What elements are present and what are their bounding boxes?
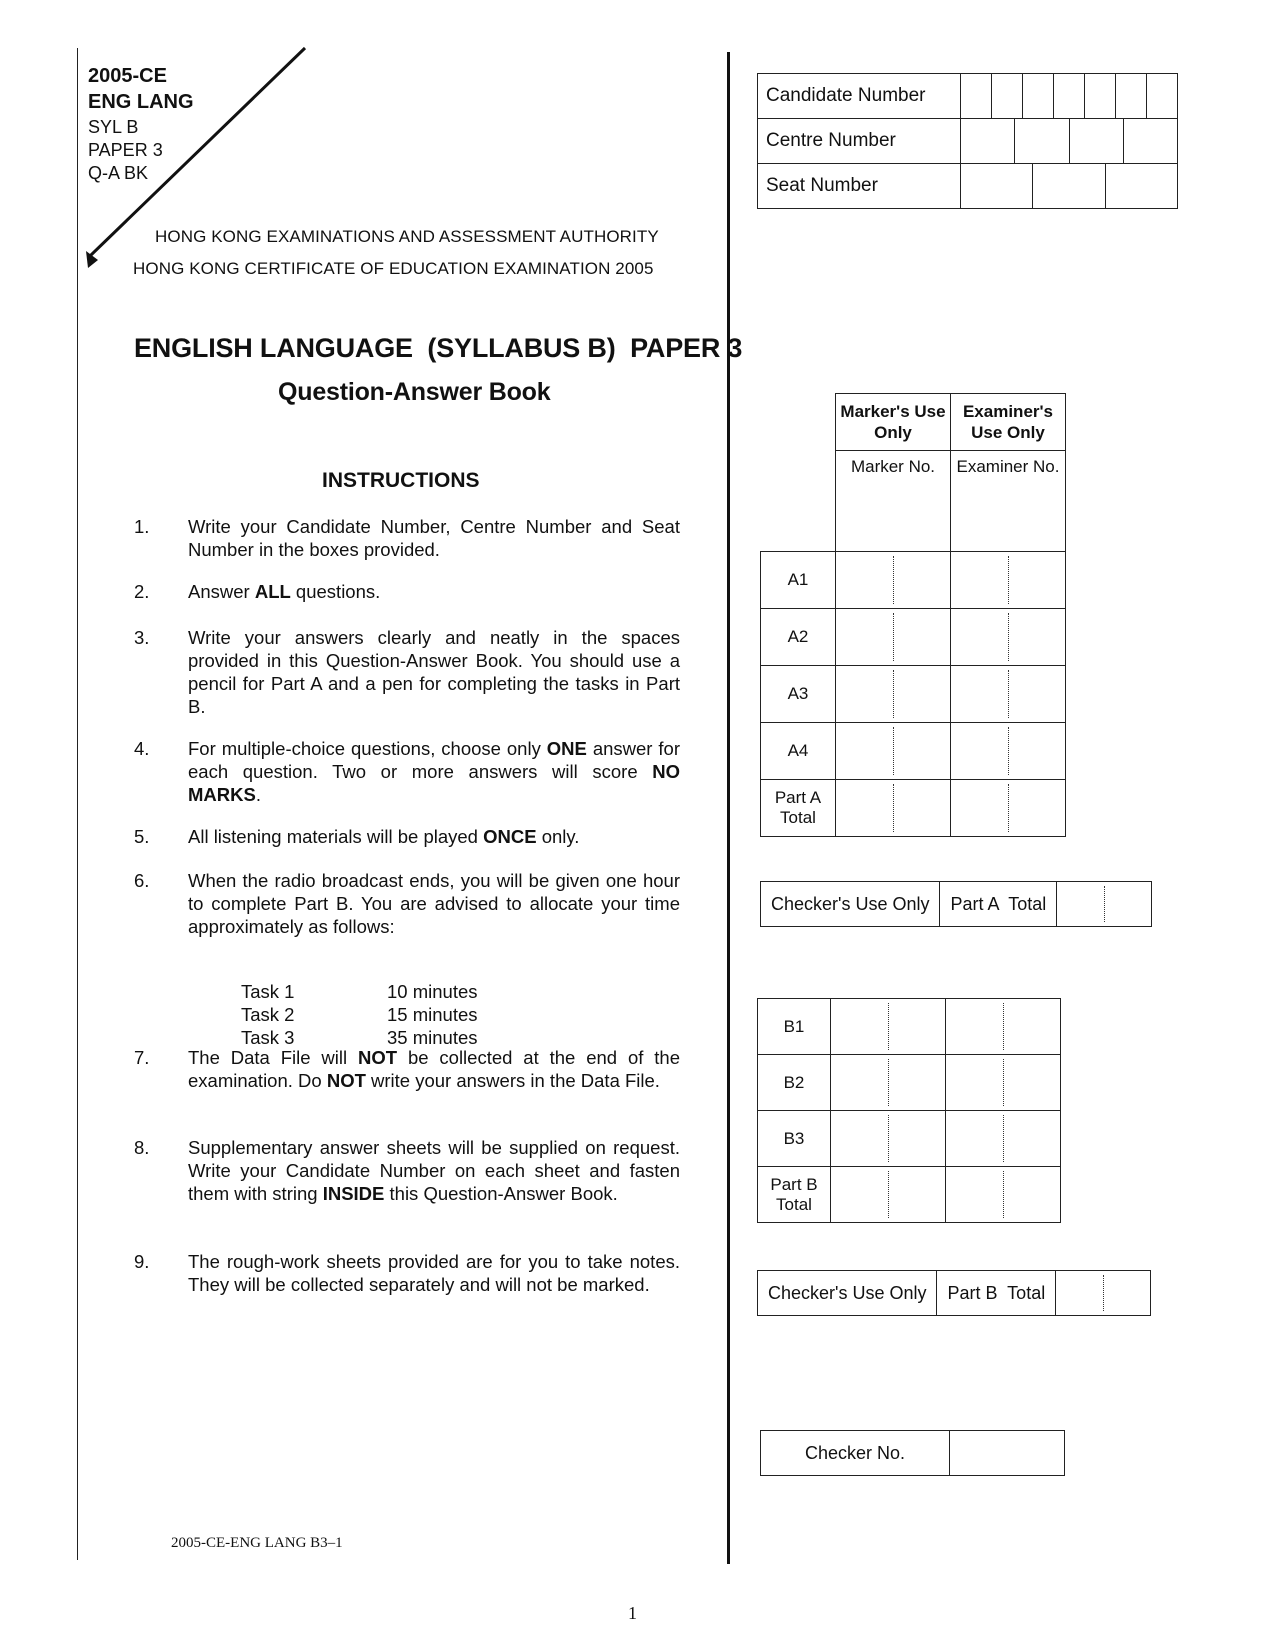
instruction-number: 2. [134, 581, 150, 602]
examiner-use-header: Examiner's Use Only [951, 394, 1066, 451]
seat-number-label: Seat Number [758, 164, 961, 209]
task-time-allocation [241, 980, 478, 1049]
candidate-digit-box[interactable] [1023, 74, 1054, 119]
instruction-number: 1. [134, 516, 150, 537]
blank-cell [761, 394, 836, 451]
exam-name: HONG KONG CERTIFICATE OF EDUCATION EXAMINATION 2005 [133, 259, 654, 278]
instruction-emphasis: ALL [254, 581, 291, 602]
examiner-score-cell[interactable] [946, 999, 1061, 1055]
instruction-text [188, 1250, 680, 1296]
checker-score-cell[interactable] [1057, 882, 1152, 927]
marker-score-cell[interactable] [836, 780, 951, 837]
part-b-marking-table [757, 998, 1061, 1223]
instruction-emphasis: NO MARKS [188, 761, 680, 805]
part-b-checker-table [757, 1270, 1151, 1316]
row-label: A2 [761, 609, 836, 666]
instruction-text [188, 1046, 680, 1092]
part-a-checker-table [760, 881, 1152, 927]
instruction-emphasis: NOT [358, 1047, 398, 1068]
instruction-run: Write your answers clearly and neatly in the spaces provided in this Question-Answer Book. You should use a pencil for Part A and a pen for completing the tasks in Part B. [188, 627, 680, 717]
task-name: Task 3 [241, 1027, 295, 1048]
instruction-text [188, 515, 680, 561]
marker-use-header: Marker's Use Only [836, 394, 951, 451]
center-divider-rule [727, 52, 730, 1564]
examiner-score-cell[interactable] [951, 552, 1066, 609]
checker-use-label: Checker's Use Only [758, 1271, 937, 1316]
code-line-5: Q-A BK [88, 163, 149, 183]
instruction-run: be collected at the end of the examination. Do [188, 1047, 681, 1091]
instruction-text [188, 626, 680, 718]
row-label: B2 [758, 1055, 831, 1111]
candidate-number-label: Candidate Number [758, 74, 961, 119]
page-number: 1 [628, 1603, 637, 1623]
instruction-run: answer for each question. Two or more answers will score [188, 738, 680, 782]
seat-digit-box[interactable] [1033, 164, 1105, 208]
instruction-number: 6. [134, 870, 150, 891]
centre-digit-box[interactable] [961, 119, 1015, 163]
row-label: B1 [758, 999, 831, 1055]
code-line-2: ENG LANG [88, 91, 194, 113]
centre-digit-box[interactable] [1124, 119, 1177, 163]
marker-score-cell[interactable] [831, 1055, 946, 1111]
instruction-run: Supplementary answer sheets will be supplied on request. Write your Candidate Number on each sheet and fasten them with string [188, 1137, 680, 1204]
footer-paper-code: 2005-CE-ENG LANG B3–1 [171, 1535, 343, 1551]
instruction-run: Answer [188, 581, 255, 602]
instruction-run: questions. [290, 581, 381, 602]
instruction-number: 4. [134, 738, 150, 759]
instruction-number: 7. [134, 1047, 150, 1068]
instruction-emphasis: ONE [546, 738, 587, 759]
blank-cell [761, 451, 836, 552]
code-line-4: PAPER 3 [88, 140, 163, 160]
instruction-run: Write your Candidate Number, Centre Number and Seat Number in the boxes provided. [188, 516, 680, 560]
instruction-run: The Data File will [188, 1047, 358, 1068]
task-time: 35 minutes [387, 1027, 478, 1048]
instruction-number: 9. [134, 1251, 150, 1272]
code-line-1: 2005-CE [88, 65, 167, 87]
candidate-digit-box[interactable] [1116, 74, 1147, 119]
examiner-score-cell[interactable] [951, 780, 1066, 837]
left-margin-rule [77, 48, 78, 1560]
part-b-total-label: Part B Total [937, 1271, 1056, 1316]
instruction-run: All listening materials will be played [188, 826, 484, 847]
seat-digit-box[interactable] [961, 164, 1033, 208]
marker-score-cell[interactable] [831, 1167, 946, 1223]
task-name: Task 2 [241, 1004, 295, 1025]
centre-number-label: Centre Number [758, 119, 961, 164]
checker-number-table [760, 1430, 1065, 1476]
instruction-emphasis: ONCE [483, 826, 537, 847]
instruction-text [188, 825, 680, 848]
candidate-digit-box[interactable] [1085, 74, 1116, 119]
candidate-digit-box[interactable] [1054, 74, 1085, 119]
marker-score-cell[interactable] [831, 999, 946, 1055]
row-label: B3 [758, 1111, 831, 1167]
instruction-emphasis: NOT [326, 1070, 366, 1091]
row-label: Part A Total [761, 780, 836, 837]
instruction-text [188, 869, 680, 938]
instruction-run: write your answers in the Data File. [365, 1070, 660, 1091]
centre-digit-box[interactable] [1015, 119, 1069, 163]
candidate-id-table [757, 73, 1178, 209]
row-label: A3 [761, 666, 836, 723]
checker-use-label: Checker's Use Only [761, 882, 940, 927]
instructions-heading: INSTRUCTIONS [322, 469, 480, 492]
instruction-number: 8. [134, 1137, 150, 1158]
instruction-number: 5. [134, 826, 150, 847]
task-row [241, 1003, 478, 1026]
instruction-emphasis: INSIDE [322, 1183, 385, 1204]
centre-digit-box[interactable] [1070, 119, 1124, 163]
examiner-score-cell[interactable] [946, 1167, 1061, 1223]
examiner-score-cell[interactable] [951, 609, 1066, 666]
candidate-digit-box[interactable] [1147, 74, 1178, 119]
authority-name: HONG KONG EXAMINATIONS AND ASSESSMENT AUTHORITY [155, 227, 659, 246]
marker-score-cell[interactable] [831, 1111, 946, 1167]
seat-number-boxes[interactable] [961, 164, 1178, 209]
instruction-run: The rough-work sheets provided are for you to take notes. They will be collected separately and will not be marked. [188, 1251, 680, 1295]
row-label: Part B Total [758, 1167, 831, 1223]
centre-number-boxes[interactable] [961, 119, 1178, 164]
examiner-score-cell[interactable] [946, 1055, 1061, 1111]
row-label: A4 [761, 723, 836, 780]
marker-score-cell[interactable] [836, 723, 951, 780]
instruction-run: only. [536, 826, 580, 847]
instruction-run: . [255, 784, 261, 805]
code-line-3: SYL B [88, 117, 139, 137]
instruction-text [188, 1136, 680, 1205]
checker-score-cell[interactable] [1056, 1271, 1151, 1316]
task-row [241, 980, 478, 1003]
instruction-run: When the radio broadcast ends, you will be given one hour to complete Part B. You are advised to allocate your time approximately as follows: [188, 870, 680, 937]
instruction-run: this Question-Answer Book. [384, 1183, 618, 1204]
instruction-number: 3. [134, 627, 150, 648]
part-a-total-label: Part A Total [940, 882, 1057, 927]
marker-score-cell[interactable] [836, 552, 951, 609]
checker-no-label: Checker No. [761, 1431, 950, 1476]
examiner-score-cell[interactable] [951, 723, 1066, 780]
candidate-digit-box[interactable] [992, 74, 1023, 119]
paper-code-block [88, 66, 194, 187]
task-time: 10 minutes [387, 981, 478, 1002]
instruction-text [188, 580, 680, 603]
row-label: A1 [761, 552, 836, 609]
instruction-run: For multiple-choice questions, choose only [188, 738, 547, 759]
paper-title: ENGLISH LANGUAGE (SYLLABUS B) PAPER 3 [134, 333, 743, 363]
examiner-score-cell[interactable] [946, 1111, 1061, 1167]
marker-score-cell[interactable] [836, 609, 951, 666]
part-a-marking-table [760, 393, 1066, 837]
examiner-score-cell[interactable] [951, 666, 1066, 723]
marker-score-cell[interactable] [836, 666, 951, 723]
task-time: 15 minutes [387, 1004, 478, 1025]
marker-no-cell[interactable]: Marker No. [836, 451, 951, 552]
checker-no-cell[interactable] [950, 1431, 1065, 1476]
examiner-no-cell[interactable]: Examiner No. [951, 451, 1066, 552]
instruction-text [188, 737, 680, 806]
task-name: Task 1 [241, 981, 295, 1002]
candidate-digit-box[interactable] [961, 74, 992, 119]
seat-digit-box[interactable] [1106, 164, 1177, 208]
paper-subtitle: Question-Answer Book [278, 378, 551, 406]
